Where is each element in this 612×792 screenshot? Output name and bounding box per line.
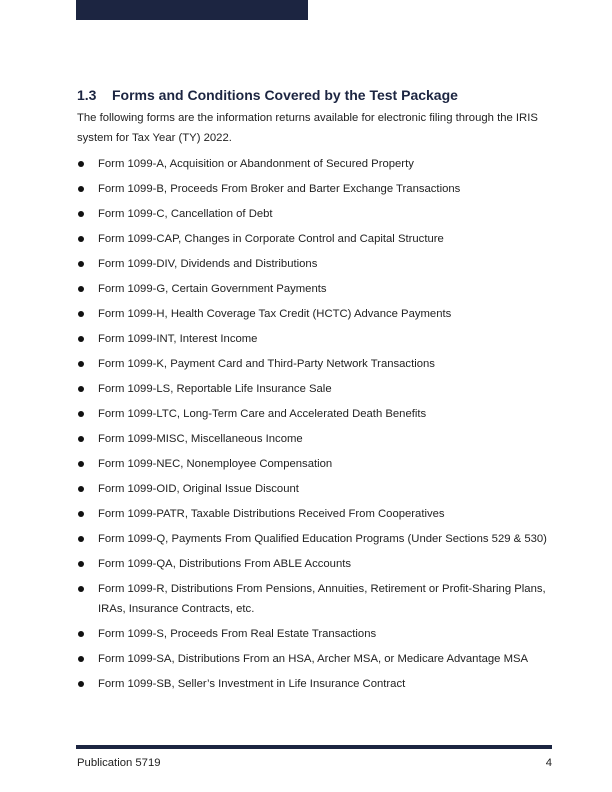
form-list-item [77,624,555,644]
bullet-icon [78,311,84,317]
bullet-icon [78,336,84,342]
form-list-item [77,579,555,619]
form-list-item [77,479,555,499]
bullet-icon [78,656,84,662]
form-list-item [77,354,555,374]
form-list-item-text: Form 1099-OID, Original Issue Discount [98,483,299,495]
form-list-item-text: Form 1099-Q, Payments From Qualified Education Programs (Under Sections 529 & 530) [98,533,547,545]
form-list-item [77,649,555,669]
bullet-icon [78,236,84,242]
intro-paragraph: The following forms are the information returns available for electronic filing through the IRIS system for Tax Year (TY) 2022. [77,112,538,144]
form-list-item-text: Form 1099-SA, Distributions From an HSA, Archer MSA, or Medicare Advantage MSA [98,653,529,665]
bullet-icon [78,511,84,517]
bullet-icon [78,211,84,217]
form-list-item-text: Form 1099-SB, Seller’s Investment in Life Insurance Contract [98,678,406,690]
form-list-item-text: Form 1099-G, Certain Government Payments [98,283,327,295]
form-list-item [77,329,555,349]
form-list-item-text: Form 1099-INT, Interest Income [98,333,258,345]
form-list-item-text: Form 1099-CAP, Changes in Corporate Control and Capital Structure [98,233,444,245]
page-number: 4 [545,757,552,769]
section-title: Forms and Conditions Covered by the Test Package [112,87,458,103]
header-band [76,0,308,20]
section-1-3 [77,86,555,699]
form-list-item [77,254,555,274]
form-list-item [77,279,555,299]
form-list-item-text: Form 1099-C, Cancellation of Debt [98,208,273,220]
form-list-item-text: Form 1099-MISC, Miscellaneous Income [98,433,303,445]
publication-label: Publication 5719 [77,757,161,769]
form-list-item [77,304,555,324]
form-list-item-text: Form 1099-QA, Distributions From ABLE Accounts [98,558,352,570]
form-list-item [77,204,555,224]
form-list-item-text: Form 1099-LTC, Long-Term Care and Accelerated Death Benefits [98,408,427,420]
form-list-item-text: Form 1099-A, Acquisition or Abandonment of Secured Property [98,158,414,170]
bullet-icon [78,486,84,492]
bullet-icon [78,186,84,192]
bullet-icon [78,461,84,467]
form-list-item [77,379,555,399]
section-number: 1.3 [77,87,97,103]
form-list-item [77,429,555,449]
form-list-item-text: Form 1099-NEC, Nonemployee Compensation [98,458,333,470]
section-heading [77,86,555,104]
bullet-icon [78,386,84,392]
form-list-item-text: Form 1099-B, Proceeds From Broker and Barter Exchange Transactions [98,183,461,195]
form-list-item [77,674,555,694]
bullet-icon [78,436,84,442]
form-list-item [77,179,555,199]
form-list-item [77,404,555,424]
form-list-item [77,554,555,574]
form-list-item-text: Form 1099-S, Proceeds From Real Estate Transactions [98,628,377,640]
form-list-item-text: Form 1099-R, Distributions From Pensions, Annuities, Retirement or Profit-Sharing Plans, IRAs, Insurance Contracts, etc. [98,583,546,615]
bullet-icon [78,631,84,637]
form-list-item [77,529,555,549]
form-list-item-text: Form 1099-K, Payment Card and Third-Party Network Transactions [98,358,435,370]
form-list-item-text: Form 1099-DIV, Dividends and Distributions [98,258,318,270]
bullet-icon [78,286,84,292]
form-list-item [77,504,555,524]
footer-rule [76,745,552,749]
form-list-item-text: Form 1099-LS, Reportable Life Insurance Sale [98,383,332,395]
bullet-icon [78,561,84,567]
bullet-icon [78,411,84,417]
forms-list [77,154,555,694]
form-list-item-text: Form 1099-H, Health Coverage Tax Credit (HCTC) Advance Payments [98,308,452,320]
bullet-icon [78,261,84,267]
bullet-icon [78,161,84,167]
bullet-icon [78,586,84,592]
bullet-icon [78,361,84,367]
form-list-item [77,229,555,249]
bullet-icon [78,681,84,687]
form-list-item [77,154,555,174]
form-list-item [77,454,555,474]
form-list-item-text: Form 1099-PATR, Taxable Distributions Received From Cooperatives [98,508,445,520]
bullet-icon [78,536,84,542]
